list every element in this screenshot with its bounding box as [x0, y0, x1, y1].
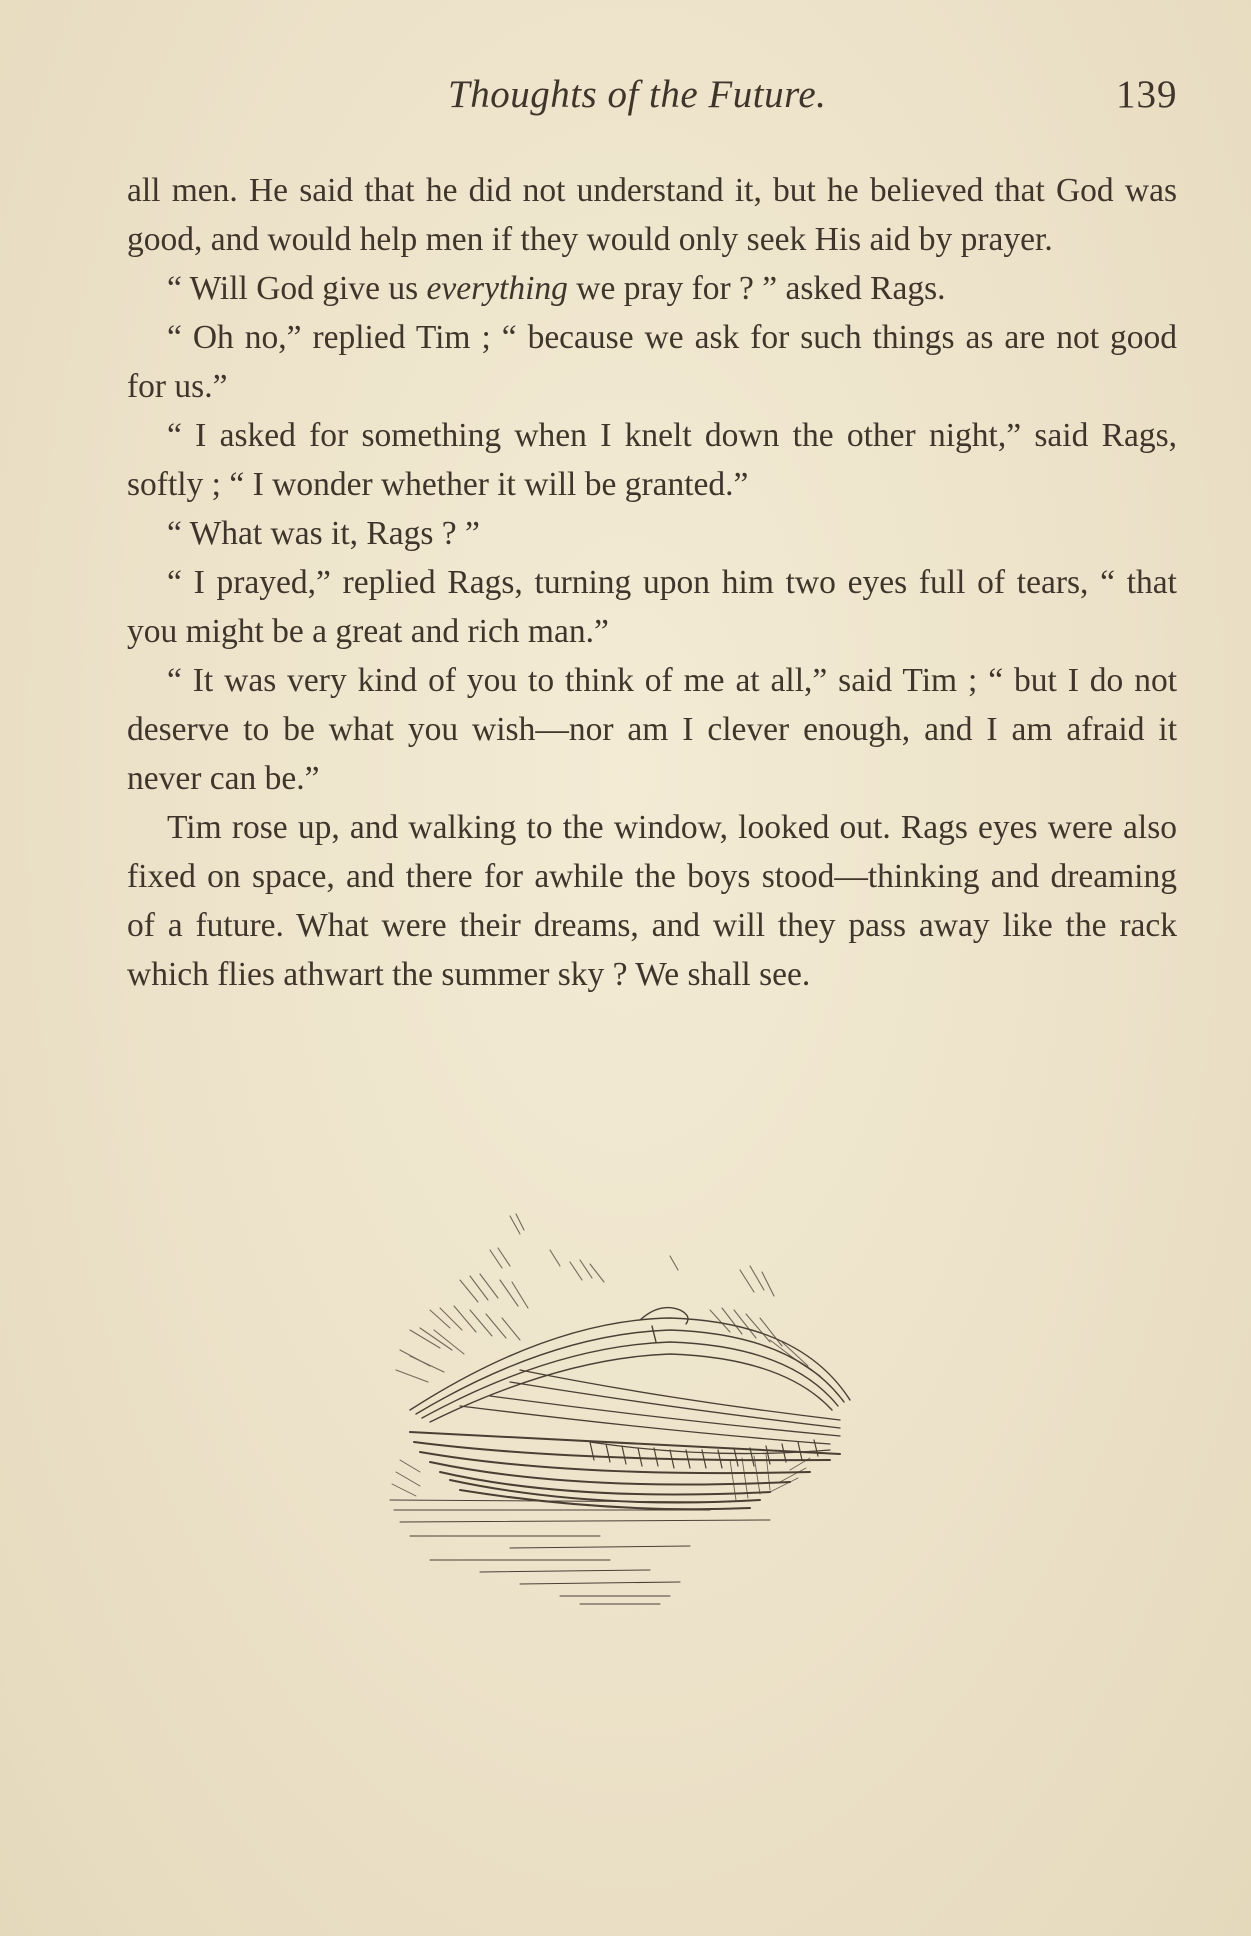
- paragraph-text: “ I asked for something when I knelt down the other night,” said Rags, softly ; “ I wonder whether it will be granted.”: [127, 417, 1177, 503]
- paragraph-p5: [127, 509, 1177, 558]
- paragraph-text: “ Oh no,” replied Tim ; “ because we ask for such things as are not good for us.”: [127, 319, 1177, 405]
- paragraph-p8: [127, 803, 1177, 999]
- paragraph-p1: [127, 166, 1177, 264]
- paragraph-text: “ Will God give us: [167, 270, 427, 307]
- paragraph-p7: [127, 656, 1177, 803]
- paragraph-text: “ What was it, Rags ? ”: [167, 515, 480, 552]
- paragraph-p3: [127, 313, 1177, 411]
- paragraph-text: Tim rose up, and walking to the window, looked out. Rags eyes were also fixed on space, and there for awhile the boys stood—thinking and dreaming of a future. What were their dreams, and will they pass away like the rack which flies athwart the summer sky ? We shall see.: [127, 809, 1177, 993]
- paragraph-p2: [127, 264, 1177, 313]
- paragraph-text: “ It was very kind of you to think of me at all,” said Tim ; “ but I do not deserve to be what you wish—nor am I clever enough, and I am afraid it never can be.”: [127, 662, 1177, 797]
- italic-text: everything: [426, 270, 568, 307]
- paragraph-text: “ I prayed,” replied Rags, turning upon him two eyes full of tears, “ that you might be a great and rich man.”: [127, 564, 1177, 650]
- woodcut-bowl-vignette-icon: [370, 1210, 910, 1660]
- paragraph-p4: [127, 411, 1177, 509]
- running-title: Thoughts of the Future.: [448, 73, 827, 116]
- paragraph-p6: [127, 558, 1177, 656]
- body-text: [127, 166, 1177, 999]
- paragraph-text: we pray for ? ” asked Rags.: [567, 270, 946, 307]
- paragraph-text: all men. He said that he did not understand it, but he believed that God was good, and would help men if they would only seek His aid by prayer.: [127, 172, 1177, 258]
- running-head: [0, 72, 1251, 122]
- page-number: 139: [1116, 73, 1178, 116]
